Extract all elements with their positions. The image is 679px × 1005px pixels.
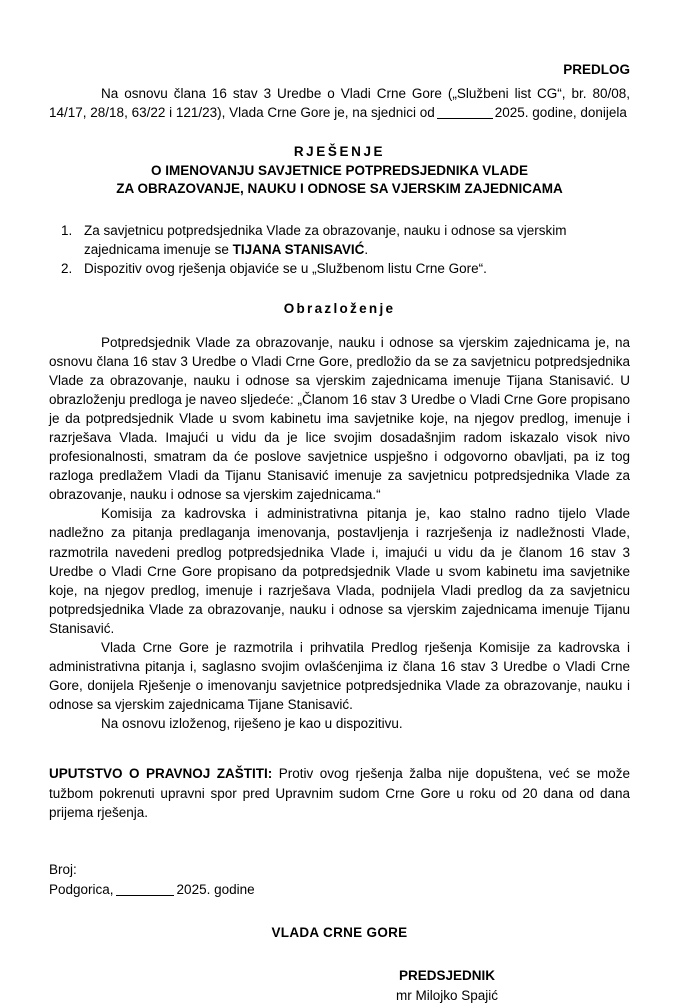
list-item [76, 259, 630, 278]
legal-notice-text: Protiv ovog rješenja žalba nije dopuštena, već se može tužbom pokrenuti upravni spor pred Upravnim sudom Crne Gore u roku od 20 dana od dana prijema rješenja. [49, 766, 630, 820]
intro-text-part2: 2025. godine, donijela [494, 105, 627, 121]
intro-text-part1: Na osnovu člana 16 stav 3 Uredbe o Vladi Crne Gore („Službeni list CG“, br. 80/08, 14/17, 28/18, 63/22 i 121/23), Vlada Crne Gore je, na sjednici od [49, 85, 630, 121]
government-line: VLADA CRNE GORE [271, 925, 408, 941]
document-title: RJEŠENJE [293, 144, 386, 160]
obrazlozenje-heading: Obrazloženje [283, 300, 396, 316]
place-and-date-line [49, 880, 630, 900]
signatory-name: mr Milojko Spajić [395, 987, 499, 1003]
document-content [49, 0, 630, 1005]
list-item-text-before: Dispozitiv ovog rješenja objaviće se u „Službenom listu Crne Gore“. [84, 261, 487, 277]
title-block [49, 143, 630, 198]
document-subtitle-line-1: O IMENOVANJU SAVJETNICE POTPREDSJEDNIKA VLADE [150, 163, 529, 179]
legal-notice [49, 764, 630, 821]
legal-notice-label: UPUTSTVO O PRAVNOJ ZAŠTITI: [49, 766, 273, 782]
body-paragraph-1: Potpredsjednik Vlade za obrazovanje, nauku i odnose sa vjerskim zajednicama je, na osnovu člana 16 stav 3 Uredbe o Vladi Crne Gore, predložio da se za savjetnicu potpredsjednika Vlade za obrazovanje, nauku i odnose sa vjerskim zajednicama imenuje Tijana Stanisavić. U obrazloženju predloga je naveo sljedeće: „Članom 16 stav 3 Uredbe o Vladi Crne Gore propisano je da potpredsjednik Vlade u svom kabinetu ima savjetnike koje, na njegov predlog, imenuje i razrješava Vlada. Imajući u vidu da je lice svojim dosadašnjim radom iskazalo visok nivo profesionalnosti, smatram da će poslove savjetnice uspješno i odgovorno obavljati, pa iz tog razloga predlažem Vladi da Tijanu Stanisavić imenuje za savjetnicu potpredsjednika Vlade za obrazovanje, nauku i odnose sa vjerskim zajednicama.“ [49, 334, 630, 503]
document-number-label: Broj: [49, 861, 77, 877]
intro-paragraph [49, 84, 630, 122]
footer-date-blank [116, 895, 174, 896]
body-paragraph-4: Na osnovu izloženog, riješeno je kao u dispozitivu. [101, 716, 403, 732]
footer-meta [49, 860, 630, 899]
list-item-text-after: . [364, 242, 369, 258]
dispositiv-list [49, 221, 630, 278]
list-item-text-before: Za savjetnicu potpredsjednika Vlade za obrazovanje, nauku i odnose sa vjerskim zajednicama imenuje se [84, 223, 567, 258]
document-subtitle-line-2: ZA OBRAZOVANJE, NAUKU I ODNOSE SA VJERSKIM ZAJEDNICAMA [116, 181, 563, 197]
body-paragraph-2: Komisija za kadrovska i administrativna pitanja je, kao stalno radno tijelo Vlade nadležno za pitanja predlaganja imenovanja, postavljenja i razrješenja iz nadležnosti Vlade, razmotrila navedeni predlog potpredsjednika Vlade i, imajući u vidu da je članom 16 stav 3 Uredbe o Vladi Crne Gore propisano da potpredsjednik Vlade u svom kabinetu ima savjetnike koje, na njegov predlog, imenuje i razrješava Vlada, podnijela Vladi predlog da za savjetnicu potpredsjednika Vlade za obrazovanje, nauku i odnose sa vjerskim zajednicama imenuje Tijanu Stanisavić. [49, 506, 630, 636]
document-header-label: PREDLOG [563, 62, 630, 77]
place-label: Podgorica, [49, 881, 114, 897]
year-label: 2025. godine [176, 881, 255, 897]
intro-date-blank [437, 118, 493, 119]
signature-block [49, 966, 630, 1005]
list-item [76, 221, 630, 259]
appointee-name: TIJANA STANISAVIĆ [232, 242, 365, 258]
signatory-role: PREDSJEDNIK [398, 968, 496, 984]
body-paragraph-3: Vlada Crne Gore je razmotrila i prihvatila Predlog rješenja Komisije za kadrovska i administrativna pitanja i, saglasno svojim ovlašćenjima iz člana 16 stav 3 Uredbe o Vladi Crne Gore, donijela Rješenje o imenovanju savjetnice potpredsjednika Vlade za obrazovanje, nauku i odnose sa vjerskim zajednicama Tijane Stanisavić. [49, 640, 630, 713]
